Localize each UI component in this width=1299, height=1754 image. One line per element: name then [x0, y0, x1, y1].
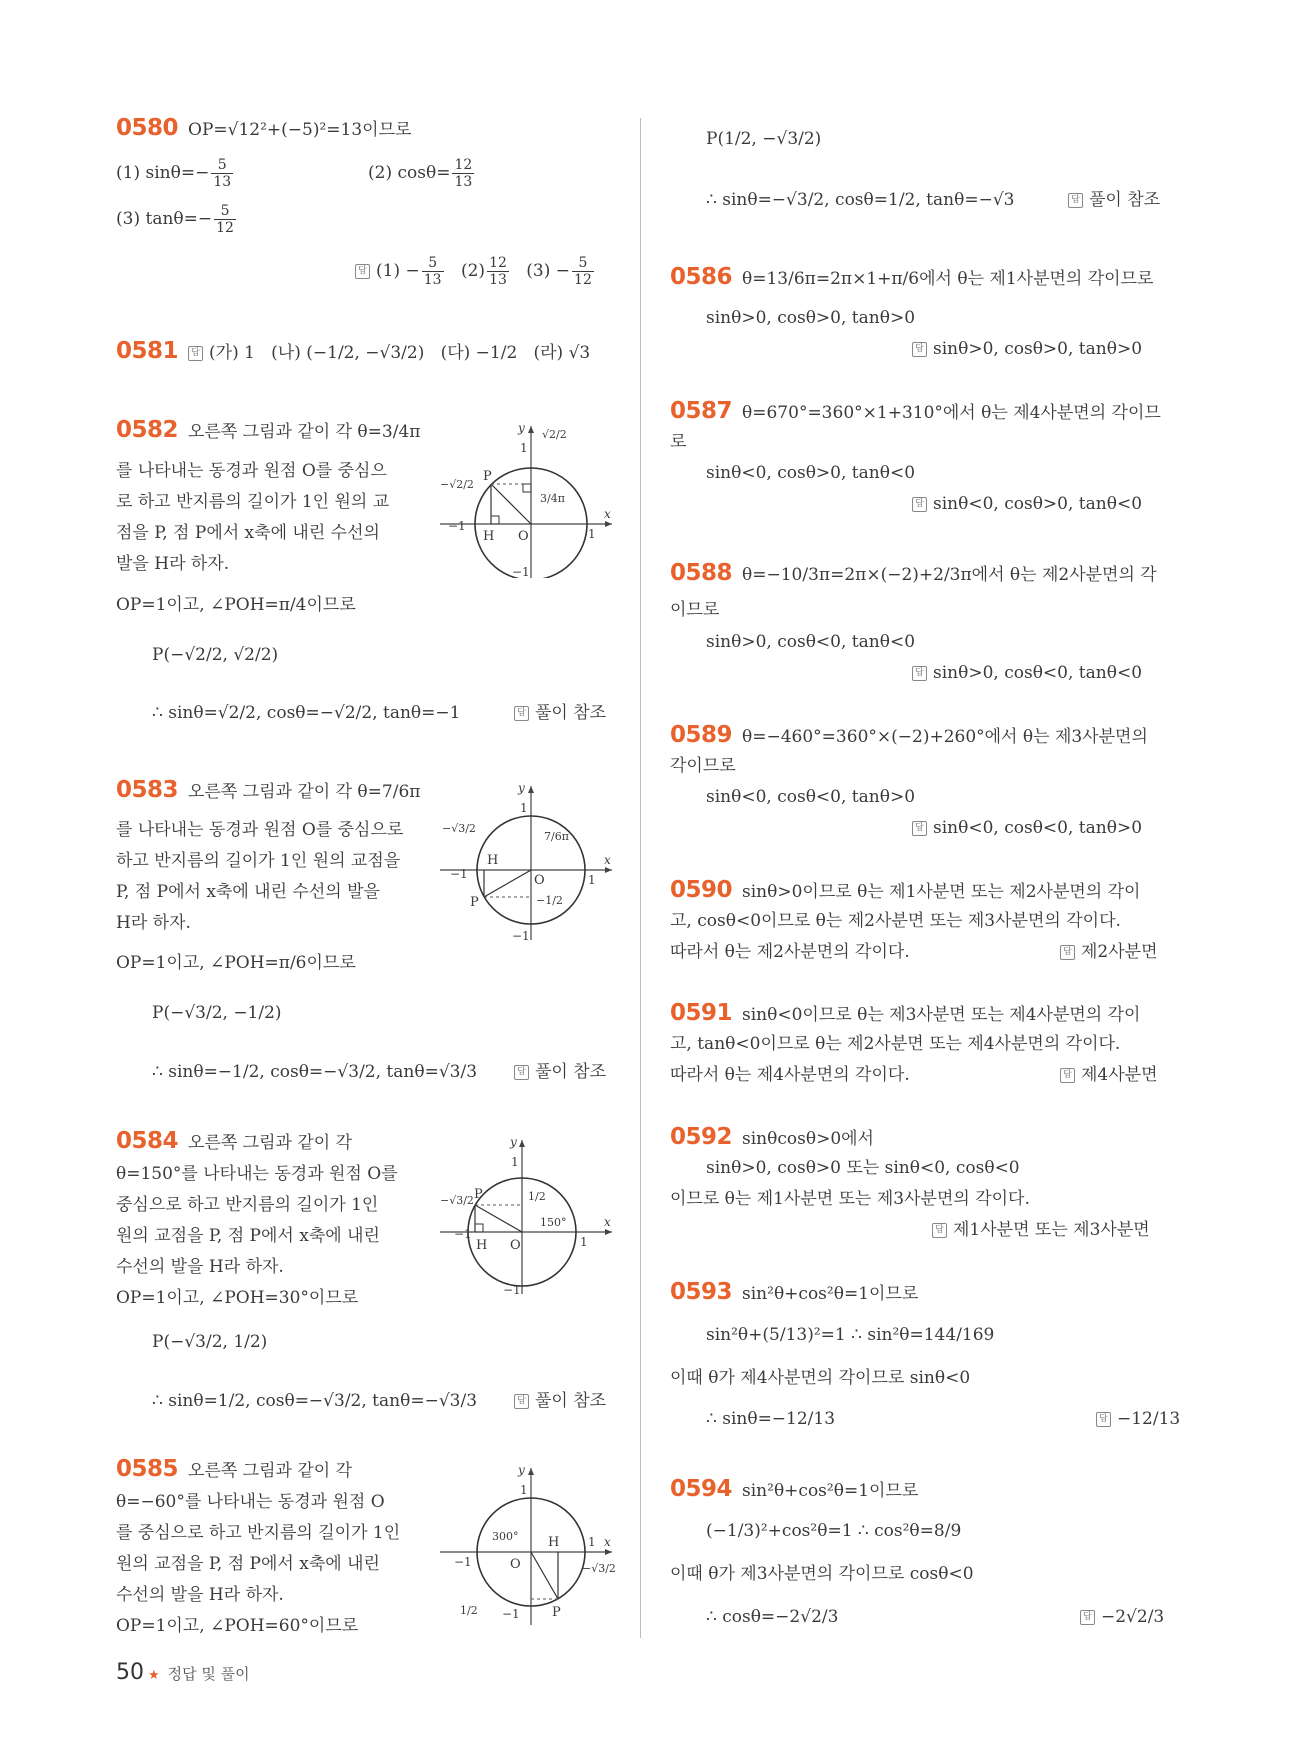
num: 5	[211, 157, 233, 174]
fraction	[211, 157, 233, 190]
ans-a: (가) 1	[209, 343, 255, 363]
line-text: θ=−460°=360°×(−2)+260°에서 θ는 제3사분면의	[742, 727, 1148, 747]
label-py: 1/2	[528, 1190, 546, 1203]
ans: −2√2/3	[1101, 1607, 1165, 1627]
axis-y-label: y	[518, 781, 525, 795]
ans3: (3) −	[526, 261, 571, 281]
problem-0583-l8: ∴ sinθ=−1/2, cosθ=−√3/2, tanθ=√3/3	[152, 1062, 478, 1082]
den: 12	[216, 220, 234, 236]
label-neg-one-y: −1	[512, 565, 530, 578]
answer-icon: 답	[1060, 945, 1075, 960]
problem-number: 0594	[670, 1476, 733, 1502]
label-py: −1/2	[536, 894, 563, 907]
problem-0582-l3: 로 하고 반지름의 길이가 1인 원의 교	[116, 492, 390, 512]
problem-number: 0591	[670, 1000, 733, 1026]
answer-icon: 답	[1080, 1610, 1095, 1625]
label-one-x: 1	[588, 527, 596, 541]
problem-0585-l4: 원의 교점을 P, 점 P에서 x축에 내린	[116, 1554, 380, 1574]
fraction	[572, 255, 594, 288]
problem-0593-l4: ∴ sinθ=−12/13	[706, 1409, 836, 1429]
label-P: P	[552, 1605, 561, 1620]
problem-0585-l5: 수선의 발을 H라 하자.	[116, 1585, 284, 1605]
ans: 풀이 참조	[535, 703, 607, 723]
problem-0594-answer	[1080, 1602, 1164, 1633]
problem-number: 0592	[670, 1124, 733, 1150]
problem-0582-l1	[116, 415, 420, 448]
label-one: 1	[511, 1155, 519, 1169]
problem-number: 0593	[670, 1279, 733, 1305]
axis-y-label: y	[518, 421, 525, 435]
problem-0583-l2: 를 나타내는 동경과 원점 O를 중심으로	[116, 820, 404, 840]
column-divider	[640, 118, 641, 1638]
problem-number: 0590	[670, 877, 733, 903]
problem-0590-answer	[1060, 937, 1158, 968]
ans: 풀이 참조	[535, 1391, 607, 1411]
label-O: O	[510, 1238, 521, 1253]
figure-0585	[440, 1460, 620, 1630]
problem-0589-l1	[670, 720, 1148, 753]
problem-0585-l1	[116, 1454, 352, 1487]
problem-0585-r2: ∴ sinθ=−√3/2, cosθ=1/2, tanθ=−√3	[706, 190, 1015, 210]
problem-0592-l1	[670, 1122, 874, 1155]
ans1: (1) −	[376, 261, 420, 281]
problem-0594-l2: (−1/3)²+cos²θ=1 ∴ cos²θ=8/9	[706, 1521, 962, 1541]
den: 13	[489, 272, 507, 288]
axis-y-label: y	[518, 1463, 525, 1477]
ans: sinθ>0, cosθ<0, tanθ<0	[933, 663, 1143, 683]
problem-0587-l1	[670, 396, 1161, 429]
problem-0585-l3: 를 중심으로 하고 반지름의 길이가 1인	[116, 1523, 401, 1543]
den: 13	[454, 174, 473, 190]
label-P: P	[483, 469, 492, 484]
problem-0593-l3: 이때 θ가 제4사분면의 각이므로 sinθ<0	[670, 1368, 971, 1388]
line-text: sin²θ+cos²θ=1이므로	[742, 1481, 919, 1501]
problem-0581	[116, 336, 590, 369]
ans2: (2)	[460, 261, 486, 281]
ans: 제4사분면	[1081, 1065, 1158, 1085]
page-number: 50	[116, 1660, 144, 1685]
num: 5	[422, 255, 444, 272]
figure-0582	[440, 418, 620, 578]
fraction	[214, 203, 236, 236]
page-footer	[116, 1660, 250, 1685]
problem-0585-l2: θ=−60°를 나타내는 동경과 원점 O	[116, 1492, 385, 1512]
problem-0594-l1	[670, 1474, 918, 1507]
figure-0584	[440, 1132, 620, 1297]
problem-0582-l7: P(−√2/2, √2/2)	[152, 645, 279, 665]
answer-icon: 답	[1060, 1068, 1075, 1083]
label-one: 1	[520, 801, 528, 815]
problem-0585-answer	[1068, 185, 1160, 216]
q1-label: (1) sinθ=−	[116, 163, 210, 183]
problem-0589-answer	[912, 813, 1142, 844]
label-P: P	[470, 895, 479, 910]
problem-number: 0585	[116, 1456, 179, 1482]
problem-0590-l1	[670, 875, 1140, 908]
axis-y-label: y	[510, 1135, 517, 1149]
axis-x-label: x	[604, 1535, 611, 1549]
label-py: −√3/2	[582, 1562, 616, 1575]
problem-0580-q2	[368, 157, 476, 190]
label-neg-one: −1	[450, 867, 468, 881]
label-py: √2/2	[542, 428, 567, 441]
problem-0593-l1	[670, 1277, 918, 1310]
answer-icon: 답	[1068, 193, 1083, 208]
problem-0583-answer	[514, 1057, 606, 1088]
label-neg-one-y: −1	[512, 929, 530, 943]
fraction	[452, 157, 474, 190]
label-O: O	[518, 529, 529, 544]
answer-icon: 답	[514, 706, 529, 721]
label-neg-one-y: −1	[503, 1283, 521, 1297]
footer-title: 정답 및 풀이	[167, 1665, 250, 1683]
problem-0580-line1	[116, 113, 411, 146]
answer-icon: 답	[912, 666, 927, 681]
problem-0582-l8: ∴ sinθ=√2/2, cosθ=−√2/2, tanθ=−1	[152, 703, 461, 723]
problem-0587-l1b: 로	[670, 432, 687, 452]
fraction	[487, 255, 509, 288]
num: 12	[454, 157, 473, 173]
ans: sinθ>0, cosθ>0, tanθ>0	[933, 339, 1143, 359]
problem-0587-answer	[912, 489, 1142, 520]
ans-c: (다) −1/2	[440, 343, 518, 363]
den: 13	[213, 174, 232, 190]
problem-0583-l4: P, 점 P에서 x축에 내린 수선의 발을	[116, 882, 380, 902]
label-px: −√3/2	[440, 1194, 474, 1207]
label-one: 1	[520, 1483, 528, 1497]
label-H: H	[548, 1535, 560, 1550]
ans-b: (나) (−1/2, −√3/2)	[271, 343, 425, 363]
problem-0593-l2: sin²θ+(5/13)²=1 ∴ sin²θ=144/169	[706, 1325, 995, 1345]
answer-icon: 답	[1096, 1412, 1111, 1427]
line-text: 오른쪽 그림과 같이 각 θ=7/6π	[188, 782, 421, 802]
line-text: sinθ>0이므로 θ는 제1사분면 또는 제2사분면의 각이	[742, 882, 1141, 902]
problem-number: 0588	[670, 560, 733, 586]
problem-0588-l1	[670, 558, 1157, 591]
ans: 제1사분면 또는 제3사분면	[953, 1220, 1150, 1240]
problem-0583-l6: OP=1이고, ∠POH=π/6이므로	[116, 953, 356, 973]
label-px: −√3/2	[442, 822, 476, 835]
num: 5	[572, 255, 594, 272]
figure-0583	[440, 778, 620, 943]
problem-0588-answer	[912, 658, 1142, 689]
ans: 풀이 참조	[1089, 190, 1161, 210]
label-angle: 150°	[540, 1216, 567, 1229]
axis-x-label: x	[604, 853, 611, 867]
problem-0591-l2: 고, tanθ<0이므로 θ는 제2사분면 또는 제4사분면의 각이다.	[670, 1034, 1121, 1054]
problem-number: 0587	[670, 398, 733, 424]
problem-0586-l2: sinθ>0, cosθ>0, tanθ>0	[706, 308, 916, 328]
label-H: H	[487, 853, 499, 868]
line-text: OP=√12²+(−5)²=13이므로	[188, 120, 412, 140]
problem-0586-answer	[912, 334, 1142, 365]
line-text: sinθ<0이므로 θ는 제3사분면 또는 제4사분면의 각이	[742, 1005, 1141, 1025]
num: 12	[489, 255, 507, 271]
answer-icon: 답	[932, 1223, 947, 1238]
problem-0584-l4: 원의 교점을 P, 점 P에서 x축에 내린	[116, 1226, 380, 1246]
fraction	[422, 255, 444, 288]
answer-icon: 답	[355, 264, 370, 279]
problem-0590-l2: 고, cosθ<0이므로 θ는 제2사분면 또는 제3사분면의 각이다.	[670, 911, 1121, 931]
problem-0584-l3: 중심으로 하고 반지름의 길이가 1인	[116, 1195, 379, 1215]
problem-0593-answer	[1096, 1404, 1180, 1435]
answer-icon: 답	[912, 821, 927, 836]
ans-d: (라) √3	[533, 343, 591, 363]
label-angle: 3/4π	[540, 492, 565, 505]
ans: sinθ<0, cosθ<0, tanθ>0	[933, 818, 1143, 838]
problem-0580-answer	[355, 255, 596, 288]
problem-0583-l3: 하고 반지름의 길이가 1인 원의 교점을	[116, 851, 401, 871]
problem-number: 0583	[116, 777, 179, 803]
problem-0587-l2: sinθ<0, cosθ>0, tanθ<0	[706, 463, 916, 483]
answer-icon: 답	[514, 1065, 529, 1080]
line-text: θ=−10/3π=2π×(−2)+2/3π에서 θ는 제2사분면의 각	[742, 565, 1157, 585]
problem-0592-answer	[932, 1215, 1150, 1246]
problem-0585-l6: OP=1이고, ∠POH=60°이므로	[116, 1616, 359, 1636]
problem-0588-l2: sinθ>0, cosθ<0, tanθ<0	[706, 632, 916, 652]
answer-icon: 답	[912, 497, 927, 512]
problem-0582-answer	[514, 698, 606, 729]
problem-0591-l3: 따라서 θ는 제4사분면의 각이다.	[670, 1065, 910, 1085]
problem-number: 0589	[670, 722, 733, 748]
problem-0584-l7: P(−√3/2, 1/2)	[152, 1332, 268, 1352]
problem-number: 0580	[116, 115, 179, 141]
label-H: H	[483, 529, 495, 544]
axis-x-label: x	[604, 507, 611, 521]
q3-label: (3) tanθ=−	[116, 209, 213, 229]
ans: 제2사분면	[1081, 942, 1158, 962]
label-one-x: 1	[588, 1535, 596, 1549]
label-O: O	[510, 1557, 521, 1572]
problem-0583-l5: H라 하자.	[116, 913, 191, 933]
problem-number: 0586	[670, 264, 733, 290]
label-neg-one: −1	[454, 1227, 472, 1241]
den: 13	[423, 272, 442, 288]
problem-0585-r1: P(1/2, −√3/2)	[706, 129, 822, 149]
axis-x-label: x	[604, 1215, 611, 1229]
problem-0580-q3	[116, 203, 238, 236]
label-one-x: 1	[580, 1235, 588, 1249]
problem-0584-l5: 수선의 발을 H라 하자.	[116, 1257, 284, 1277]
problem-0584-l2: θ=150°를 나타내는 동경과 원점 O를	[116, 1164, 398, 1184]
problem-0594-l3: 이때 θ가 제3사분면의 각이므로 cosθ<0	[670, 1564, 974, 1584]
den: 12	[574, 272, 592, 288]
problem-0589-l1b: 각이므로	[670, 756, 736, 776]
label-neg-one: −1	[448, 519, 466, 533]
problem-0584-l1	[116, 1126, 352, 1159]
problem-0589-l2: sinθ<0, cosθ<0, tanθ>0	[706, 787, 916, 807]
line-text: 오른쪽 그림과 같이 각 θ=3/4π	[188, 422, 421, 442]
ans: 풀이 참조	[535, 1062, 607, 1082]
answer-icon: 답	[514, 1394, 529, 1409]
label-angle: 300°	[492, 1530, 519, 1543]
label-one: 1	[520, 441, 528, 455]
problem-0592-l3: 이므로 θ는 제1사분면 또는 제3사분면의 각이다.	[670, 1189, 1030, 1209]
num: 5	[214, 203, 236, 220]
label-px: 1/2	[460, 1604, 478, 1617]
label-O: O	[534, 873, 545, 888]
line-text: θ=670°=360°×1+310°에서 θ는 제4사분면의 각이므	[742, 403, 1161, 423]
problem-0582-l2: 를 나타내는 동경과 원점 O를 중심으	[116, 461, 387, 481]
problem-0592-l2: sinθ>0, cosθ>0 또는 sinθ<0, cosθ<0	[706, 1158, 1020, 1178]
problem-0594-l4: ∴ cosθ=−2√2/3	[706, 1607, 839, 1627]
answer-icon: 답	[912, 342, 927, 357]
label-neg-one: −1	[454, 1555, 472, 1569]
problem-0588-l1b: 이므로	[670, 600, 720, 620]
problem-number: 0581	[116, 338, 179, 364]
problem-0583-l1	[116, 775, 420, 808]
ans: −12/13	[1117, 1409, 1181, 1429]
problem-0583-l7: P(−√3/2, −1/2)	[152, 1003, 282, 1023]
problem-0591-answer	[1060, 1060, 1158, 1091]
problem-0591-l1	[670, 998, 1140, 1031]
problem-0590-l3: 따라서 θ는 제2사분면의 각이다.	[670, 942, 910, 962]
problem-0584-l8: ∴ sinθ=1/2, cosθ=−√3/2, tanθ=−√3/3	[152, 1391, 478, 1411]
problem-number: 0582	[116, 417, 179, 443]
star-icon: ★	[148, 1668, 160, 1683]
problem-0582-l4: 점을 P, 점 P에서 x축에 내린 수선의	[116, 523, 380, 543]
label-P: P	[474, 1187, 483, 1202]
label-neg-one-y: −1	[502, 1607, 520, 1621]
line-text: sin²θ+cos²θ=1이므로	[742, 1284, 919, 1304]
line-text: θ=13/6π=2π×1+π/6에서 θ는 제1사분면의 각이므로	[742, 269, 1154, 289]
problem-0582-l6: OP=1이고, ∠POH=π/4이므로	[116, 595, 356, 615]
label-one-x: 1	[588, 873, 596, 887]
line-text: 오른쪽 그림과 같이 각	[188, 1133, 353, 1153]
q2-label: (2) cosθ=	[368, 163, 451, 183]
problem-0580-q1	[116, 157, 235, 190]
problem-0584-answer	[514, 1386, 606, 1417]
problem-0584-l6: OP=1이고, ∠POH=30°이므로	[116, 1288, 359, 1308]
answer-icon: 답	[188, 346, 203, 361]
label-px: −√2/2	[440, 478, 474, 491]
problem-0582-l5: 발을 H라 하자.	[116, 554, 230, 574]
problem-number: 0584	[116, 1128, 179, 1154]
line-text: 오른쪽 그림과 같이 각	[188, 1461, 353, 1481]
line-text: sinθcosθ>0에서	[742, 1129, 874, 1149]
problem-0586-l1	[670, 262, 1153, 295]
label-H: H	[476, 1238, 488, 1253]
ans: sinθ<0, cosθ>0, tanθ<0	[933, 494, 1143, 514]
label-angle: 7/6π	[544, 830, 569, 843]
